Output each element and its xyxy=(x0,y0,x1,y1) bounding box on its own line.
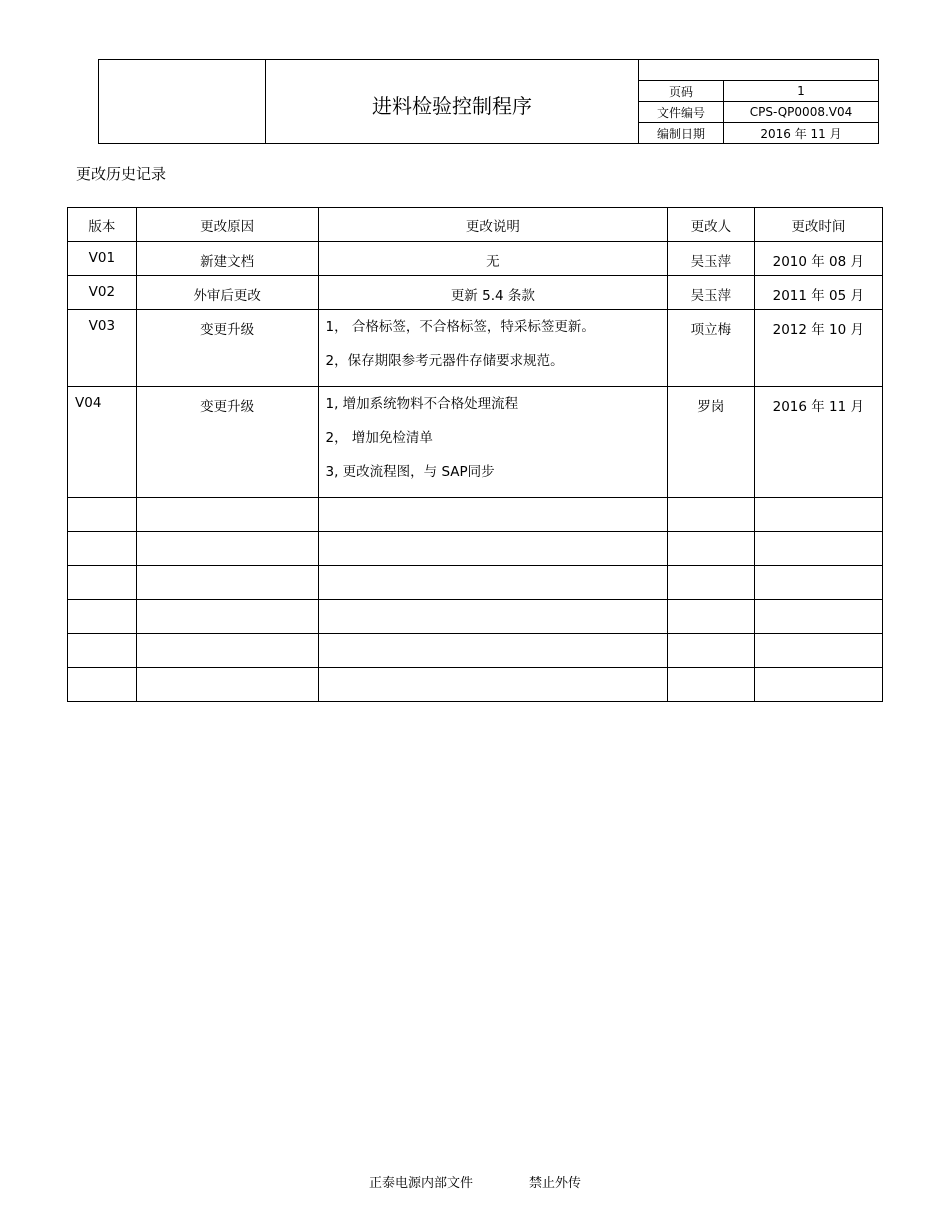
logo-area xyxy=(99,60,266,144)
cell-person: 吴玉萍 xyxy=(668,276,754,310)
description-line: 1, 增加系统物料不合格处理流程 xyxy=(325,396,519,412)
cell-reason: 变更升级 xyxy=(136,310,318,387)
table-row-empty xyxy=(68,668,883,702)
cell-time: 2010 年 08 月 xyxy=(754,242,882,276)
description-line: 2，保存期限参考元器件存储要求规范。 xyxy=(325,353,564,369)
cell-version: V04 xyxy=(68,387,137,498)
description-line: 3, 更改流程图，与 SAP同步 xyxy=(325,464,495,480)
page-footer xyxy=(0,1172,950,1191)
table-row-empty xyxy=(68,634,883,668)
table-row-empty xyxy=(68,566,883,600)
cell-time: 2016 年 11 月 xyxy=(754,387,882,498)
cell-person: 吴玉萍 xyxy=(668,242,754,276)
cell-time: 2012 年 10 月 xyxy=(754,310,882,387)
cell-reason: 新建文档 xyxy=(136,242,318,276)
column-header-person: 更改人 xyxy=(668,208,754,242)
change-history-table xyxy=(67,207,883,702)
cell-time: 2011 年 05 月 xyxy=(754,276,882,310)
table-row-empty xyxy=(68,600,883,634)
cell-reason: 变更升级 xyxy=(136,387,318,498)
cell-person: 项立梅 xyxy=(668,310,754,387)
table-row-empty xyxy=(68,532,883,566)
table-row xyxy=(68,242,883,276)
page-number-label: 页码 xyxy=(639,81,724,102)
doc-number-value: CPS-QP0008.V04 xyxy=(724,102,879,123)
header-blank-cell xyxy=(639,60,879,81)
page-number-value: 1 xyxy=(724,81,879,102)
document-title: 进料检验控制程序 xyxy=(266,60,639,144)
table-row-empty xyxy=(68,498,883,532)
cell-reason: 外审后更改 xyxy=(136,276,318,310)
doc-number-label: 文件编号 xyxy=(639,102,724,123)
description-line: 2， 增加免检清单 xyxy=(325,430,433,446)
cell-version: V02 xyxy=(68,276,137,310)
column-header-time: 更改时间 xyxy=(754,208,882,242)
cell-description: 更新 5.4 条款 xyxy=(318,276,668,310)
cell-version: V01 xyxy=(68,242,137,276)
column-header-description: 更改说明 xyxy=(318,208,668,242)
column-header-version: 版本 xyxy=(68,208,137,242)
cell-description xyxy=(318,387,668,498)
cell-description xyxy=(318,310,668,387)
column-header-reason: 更改原因 xyxy=(136,208,318,242)
table-row xyxy=(68,276,883,310)
compile-date-label: 编制日期 xyxy=(639,123,724,144)
document-header xyxy=(98,59,879,144)
description-line: 1， 合格标签，不合格标签，特采标签更新。 xyxy=(325,319,595,335)
cell-person: 罗岗 xyxy=(668,387,754,498)
cell-description: 无 xyxy=(318,242,668,276)
table-row xyxy=(68,310,883,387)
footer-restriction-label: 禁止外传 xyxy=(529,1176,582,1191)
table-header-row xyxy=(68,208,883,242)
compile-date-value: 2016 年 11 月 xyxy=(724,123,879,144)
footer-internal-label: 正泰电源内部文件 xyxy=(368,1176,473,1191)
table-row xyxy=(68,387,883,498)
section-title: 更改历史记录 xyxy=(76,165,167,183)
cell-version: V03 xyxy=(68,310,137,387)
